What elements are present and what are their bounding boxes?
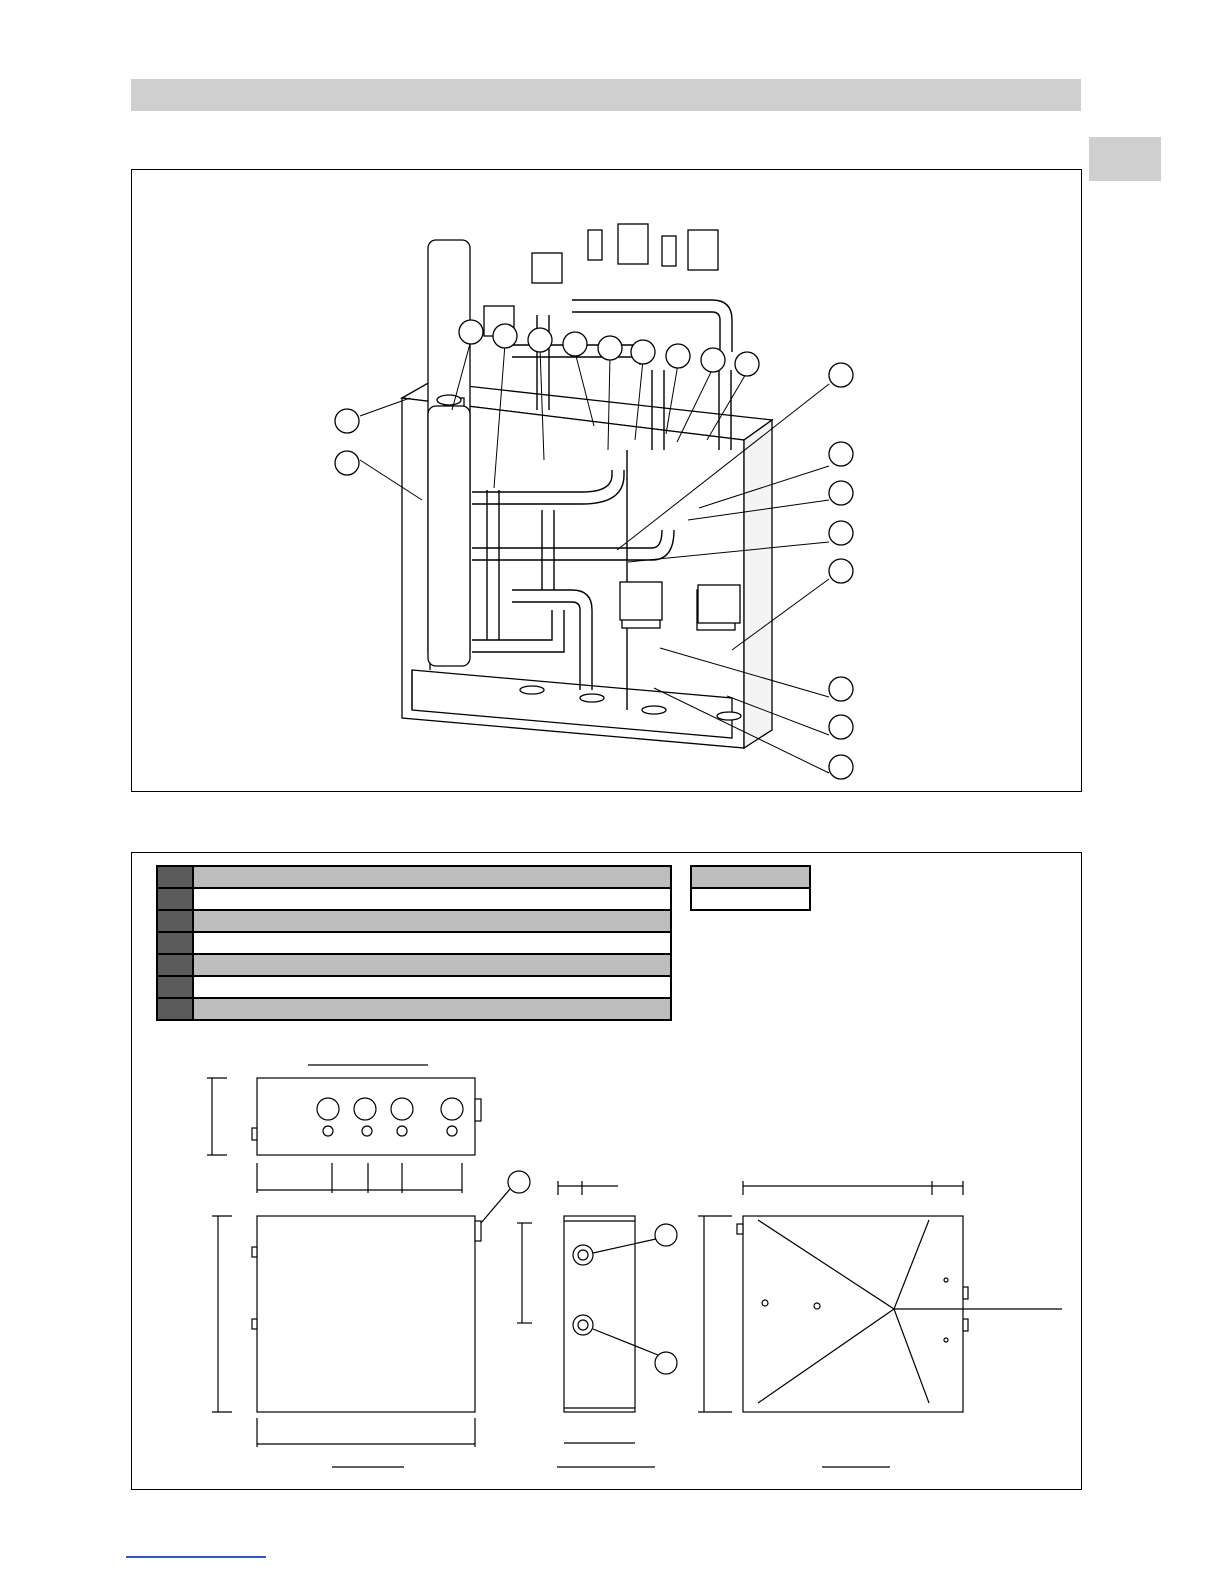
spec-row (157, 998, 671, 1020)
callout-1 (335, 409, 359, 433)
callout-5 (528, 328, 552, 352)
callout-12 (829, 363, 853, 387)
callout-2 (335, 451, 359, 475)
reference-cell (691, 866, 810, 888)
callout-14 (829, 481, 853, 505)
spec-row-value (193, 954, 671, 976)
specification-table (156, 865, 672, 1021)
reference-row (691, 866, 810, 888)
expansion-tank (428, 240, 470, 666)
top-view (207, 1065, 481, 1193)
reference-cell (691, 888, 810, 910)
spec-row-key (157, 910, 193, 932)
callout-18 (829, 715, 853, 739)
spec-row-value (193, 932, 671, 954)
spec-row (157, 910, 671, 932)
dimensions-panel (131, 852, 1082, 1490)
hydraulic-module-drawing (132, 170, 1081, 791)
callout-7 (598, 336, 622, 360)
terminal-blocks (588, 224, 718, 270)
spec-row-value (193, 866, 671, 888)
callout-10 (701, 348, 725, 372)
module-illustration-panel (131, 169, 1082, 792)
callout-19 (829, 755, 853, 779)
spec-row (157, 888, 671, 910)
callout-4 (493, 324, 517, 348)
rear-view (698, 1181, 1062, 1467)
spec-row-key (157, 998, 193, 1020)
chapter-tab[interactable] (1089, 137, 1161, 181)
callout-13 (829, 442, 853, 466)
spec-row (157, 866, 671, 888)
spec-row (157, 954, 671, 976)
spec-row-value (193, 888, 671, 910)
callout-16 (829, 559, 853, 583)
spec-row-key (157, 932, 193, 954)
spec-row-value (193, 976, 671, 998)
spec-row-key (157, 888, 193, 910)
reference-table (690, 865, 811, 911)
spec-row (157, 932, 671, 954)
spec-row (157, 976, 671, 998)
spec-row-value (193, 998, 671, 1020)
callout-3 (459, 320, 483, 344)
callout-6 (563, 332, 587, 356)
side-view (517, 1181, 677, 1467)
spec-row-key (157, 954, 193, 976)
callout-9 (666, 344, 690, 368)
spec-row-value (193, 910, 671, 932)
section-header-band (131, 79, 1081, 111)
reference-row (691, 888, 810, 910)
callout-15 (829, 521, 853, 545)
spec-row-key (157, 866, 193, 888)
callout-8 (631, 340, 655, 364)
footer-link[interactable] (126, 1556, 266, 1558)
front-view (212, 1171, 530, 1467)
callout-17 (829, 677, 853, 701)
callout-11 (735, 352, 759, 376)
valve-actuators (484, 253, 562, 336)
spec-row-key (157, 976, 193, 998)
